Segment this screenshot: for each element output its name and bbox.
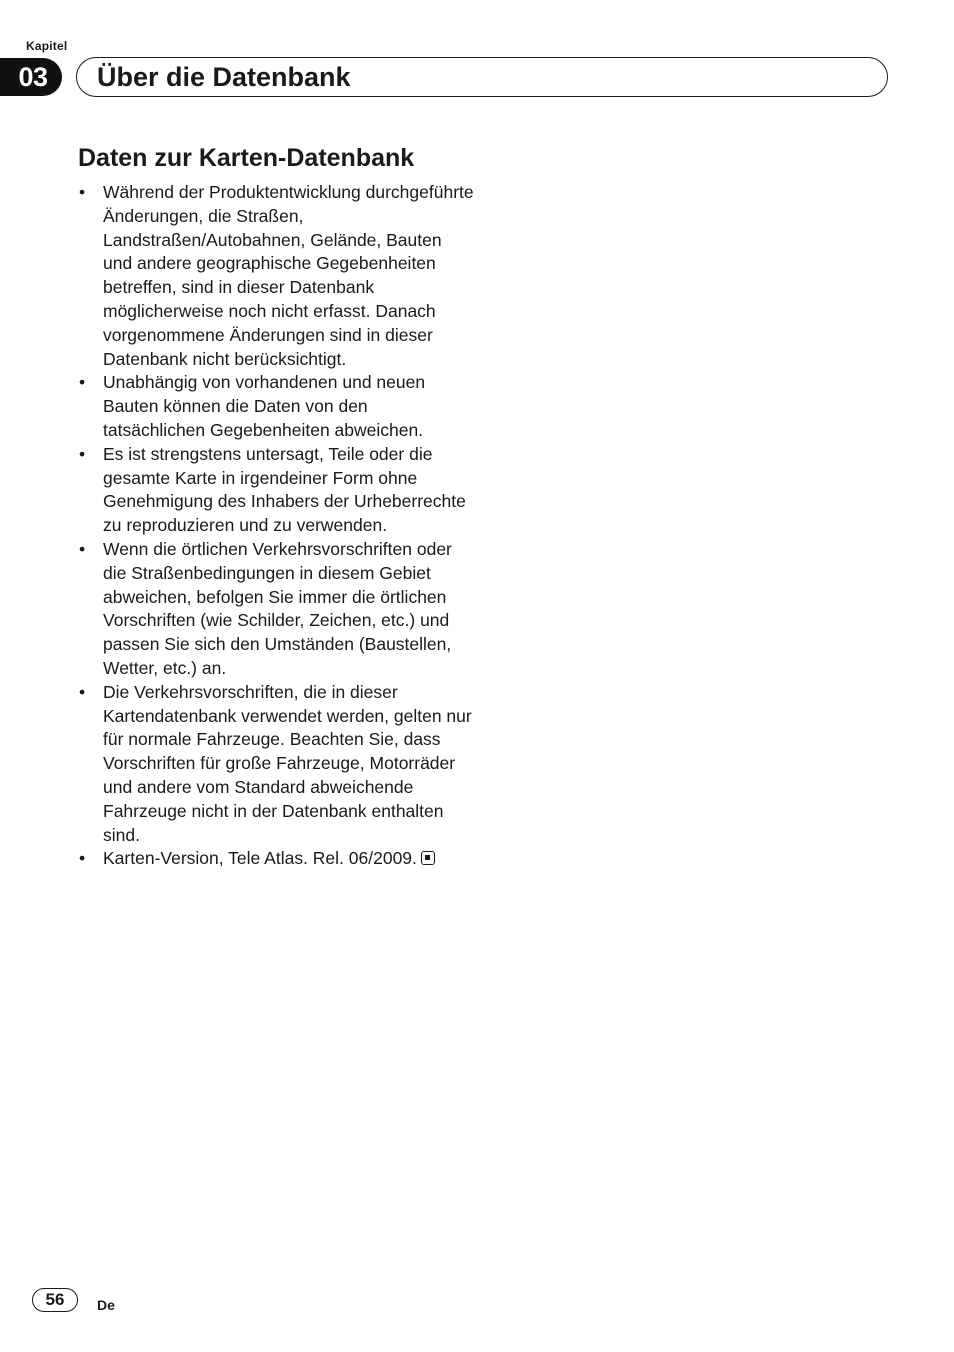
kapitel-label: Kapitel: [26, 39, 68, 53]
list-item: [78, 847, 474, 871]
list-item-text: Die Verkehrsvorschriften, die in dieser Kartendatenbank verwendet werden, gelten nur für normale Fahrzeuge. Beachten Sie, dass Vorschriften für große Fahrzeuge, Motorräder und andere vom Standard abweichende Fahrzeuge nicht in der Datenbank enthalten sind.: [103, 681, 472, 845]
chapter-title: Über die Datenbank: [97, 62, 351, 92]
bullet-list: [78, 181, 474, 871]
list-item-text: Unabhängig von vorhandenen und neuen Bauten können die Daten von den tatsächlichen Gegebenheiten abweichen.: [103, 372, 426, 440]
list-item: [78, 181, 474, 371]
section-title: Daten zur Karten-Datenbank: [78, 144, 415, 172]
page-number: 56: [32, 1288, 78, 1312]
language-code: De: [97, 1297, 115, 1313]
list-item: [78, 538, 474, 681]
list-item-text: Es ist strengstens untersagt, Teile oder die gesamte Karte in irgendeiner Form ohne Genehmigung des Inhabers der Urheberrechte zu reproduzieren und zu verwenden.: [103, 443, 466, 536]
list-item: [78, 681, 474, 848]
chapter-title-box: [76, 57, 888, 97]
list-item-text: Wenn die örtlichen Verkehrsvorschriften oder die Straßenbedingungen in diesem Gebiet abweichen, befolgen Sie immer die örtlichen Vorschriften (wie Schilder, Zeichen, etc.) und passen Sie sich den Umständen (Baustellen, Wetter, etc.) an.: [103, 538, 452, 678]
list-item-text: Karten-Version, Tele Atlas. Rel. 06/2009.: [103, 848, 417, 869]
section-end-icon: [421, 851, 435, 865]
list-item: [78, 371, 474, 442]
list-item: [78, 443, 474, 538]
list-item-text: Während der Produktentwicklung durchgeführte Änderungen, die Straßen, Landstraßen/Autobahnen, Gelände, Bauten und andere geographische Gegebenheiten betreffen, sind in dieser Datenbank möglicherweise noch nicht erfasst. Danach vorgenommene Änderungen sind in dieser Datenbank nicht berücksichtigt.: [103, 182, 474, 369]
chapter-number-badge: 03: [0, 58, 62, 96]
